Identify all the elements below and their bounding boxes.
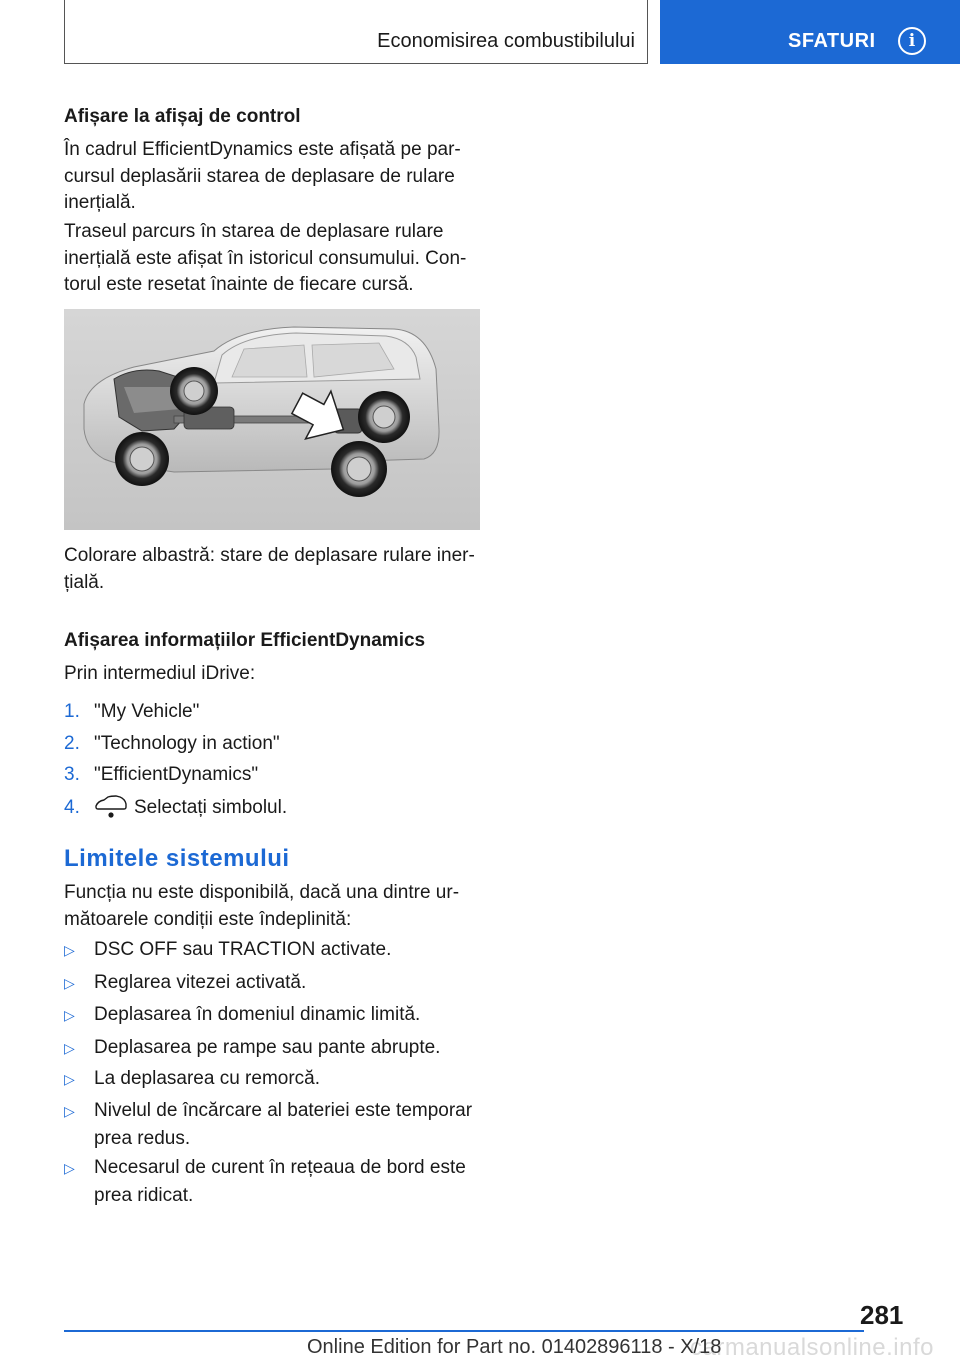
triangle-bullet-icon: ▷ [64,1103,75,1119]
triangle-bullet-icon: ▷ [64,1160,75,1176]
tab-label: SFATURI [788,30,876,52]
limits-intro [64,880,480,933]
info-icon[interactable]: i [898,27,926,55]
limits-intro-line: Funcția nu este disponibilă, dacă una dintre ur- [64,882,460,903]
bullet-line: prea redus. [94,1128,191,1149]
coasting-car-icon [94,795,128,824]
footer-divider [64,1330,864,1332]
bullet-line: Necesarul de curent în rețeaua de bord este [94,1157,466,1178]
list-item-number: 4. [64,797,80,818]
section-title: Economisirea combustibilului [377,30,635,52]
triangle-bullet-icon: ▷ [64,1007,75,1023]
list-item-text: "Technology in action" [94,733,280,754]
heading-system-limits: Limitele sistemului [64,845,290,872]
paragraph-2-line: Traseul parcurs în starea de deplasare rulare [64,221,444,242]
heading-efficientdynamics-info: Afișarea informațiilor EfficientDynamics [64,630,426,651]
figure-caption-line: Colorare albastră: stare de deplasare rulare iner- [64,545,475,566]
paragraph-2 [64,219,480,299]
watermark: carmanualsonline.info [690,1334,934,1361]
bullet-line: Reglarea vitezei activată. [94,972,307,993]
triangle-bullet-icon: ▷ [64,975,75,991]
paragraph-1-line: cursul deplasării starea de deplasare de rulare [64,165,455,187]
bullet-line: La deplasarea cu remorcă. [94,1068,321,1089]
edition-info: Online Edition for Part no. 01402896118 - X/18 [307,1336,722,1358]
list-item-number: 3. [64,764,80,785]
figure-caption-line: țială. [64,571,105,593]
list-item-text: Selectați simbolul. [134,797,288,818]
paragraph-2-line: inerțială este afișat în istoricul consumului. Con- [64,247,467,269]
idrive-intro: Prin intermediul iDrive: [64,663,256,684]
page-number: 281 [860,1300,904,1330]
triangle-bullet-icon: ▷ [64,942,75,958]
limits-intro-line: mătoarele condiții este îndeplinită: [64,908,352,930]
figure-caption [64,543,480,596]
list-item-text: "My Vehicle" [94,701,200,722]
bullet-line: DSC OFF sau TRACTION activate. [94,939,392,960]
car-drivetrain-illustration [64,309,480,530]
bullet-line: Deplasarea pe rampe sau pante abrupte. [94,1037,441,1058]
paragraph-2-line: torul este resetat înainte de fiecare cursă. [64,274,414,295]
paragraph-1-line: inerțială. [64,192,136,213]
list-item-number: 1. [64,701,80,722]
list-item-number: 2. [64,733,80,754]
header-section-box [64,0,648,64]
triangle-bullet-icon: ▷ [64,1071,75,1087]
list-item-text: "EfficientDynamics" [94,764,259,785]
bullet-line: Nivelul de încărcare al bateriei este temporar [94,1100,473,1121]
bullet-line: Deplasarea în domeniul dinamic limită. [94,1004,421,1025]
bullet-line: prea ridicat. [94,1185,194,1206]
heading-display-control: Afișare la afișaj de control [64,106,301,127]
paragraph-1 [64,137,480,217]
paragraph-1-line: În cadrul EfficientDynamics este afișată pe par- [64,139,461,160]
triangle-bullet-icon: ▷ [64,1040,75,1056]
header-tab-sfaturi[interactable] [660,0,960,64]
